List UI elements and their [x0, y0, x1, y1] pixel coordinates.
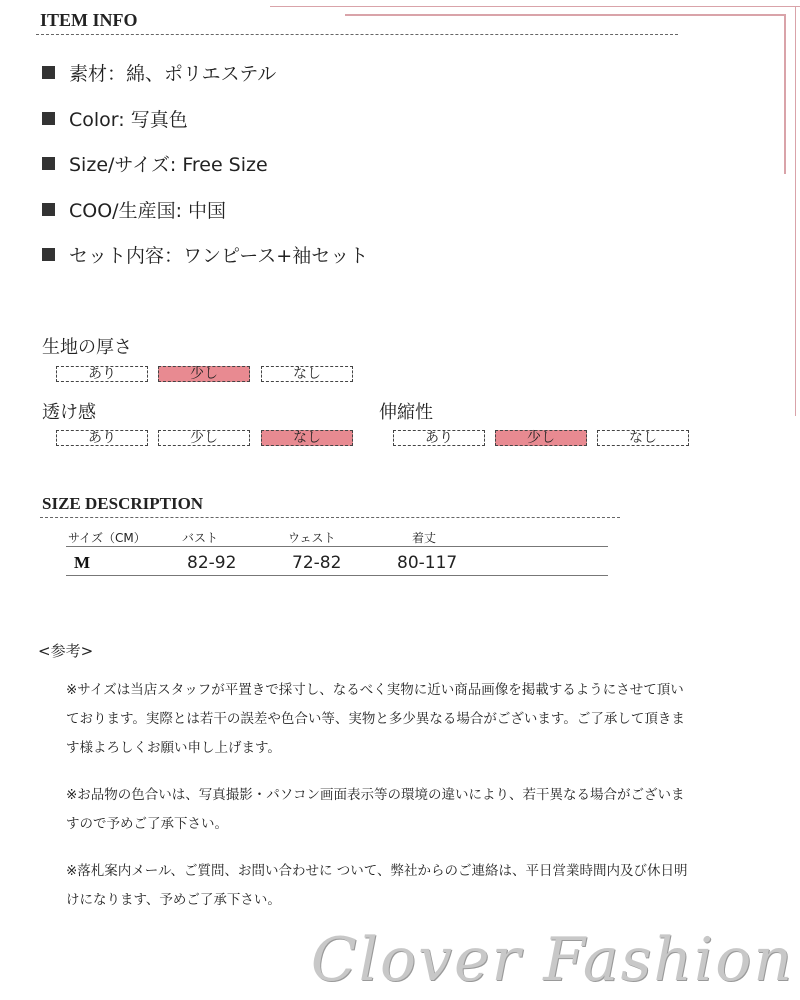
thickness-option: あり — [56, 366, 148, 382]
sheerness-option: なし — [261, 430, 353, 446]
brand-logo: Clover Fashion — [310, 925, 794, 995]
note-paragraph: ※お品物の色合いは、写真撮影・パソコン画面表示等の環境の違いにより、若干異なる場合がございますので予めご了承下さい。 — [66, 787, 685, 832]
thickness-label: 生地の厚さ — [42, 337, 132, 358]
corner-line-top-inner — [345, 14, 785, 16]
size-header-length: 着丈 — [412, 531, 437, 545]
item-info-list — [42, 50, 368, 278]
square-bullet-icon — [42, 203, 55, 216]
size-header-size: サイズ（CM） — [68, 531, 146, 545]
size-description-divider — [40, 517, 620, 518]
note-paragraph: ※落札案内メール、ご質問、お問い合わせに ついて、弊社からのご連絡は、平日営業時間内及び休日明けになります、予めご了承下さい。 — [66, 863, 688, 908]
notes-heading: <参考> — [38, 642, 94, 660]
square-bullet-icon — [42, 157, 55, 170]
square-bullet-icon — [42, 112, 55, 125]
sheerness-label: 透け感 — [42, 402, 96, 423]
item-info-text: Size/サイズ: Free Size — [69, 154, 268, 177]
note-paragraph: ※サイズは当店スタッフが平置きで採寸し、なるべく実物に近い商品画像を掲載するようにさせて頂いております。実際とは若干の誤差や色合い等、実物と多少異なる場合がございます。ご了承して頂きます様よろしくお願い申し上げます。 — [66, 682, 685, 756]
list-item — [42, 96, 368, 142]
size-header-rule — [66, 546, 608, 547]
thickness-option: なし — [261, 366, 353, 382]
stretch-option: 少し — [495, 430, 587, 446]
corner-line-right-inner — [784, 14, 786, 174]
stretch-label: 伸縮性 — [379, 402, 433, 423]
size-cell-length: 80-117 — [397, 553, 458, 573]
size-description-title: SIZE DESCRIPTION — [42, 494, 204, 513]
thickness-option: 少し — [158, 366, 250, 382]
sheerness-option: あり — [56, 430, 148, 446]
item-info-title: ITEM INFO — [40, 10, 138, 30]
size-header-bust: バスト — [182, 531, 219, 545]
size-row-rule — [66, 575, 608, 576]
list-item — [42, 232, 368, 278]
sheerness-option: 少し — [158, 430, 250, 446]
list-item — [42, 187, 368, 233]
item-info-text: セット内容：ワンピース+袖セット — [69, 245, 369, 268]
stretch-option: なし — [597, 430, 689, 446]
list-item — [42, 141, 368, 187]
corner-line-top — [270, 6, 800, 7]
item-info-text: Color: 写真色 — [69, 108, 188, 131]
size-header-waist: ウェスト — [288, 531, 336, 545]
item-info-divider — [36, 34, 678, 35]
corner-line-right — [795, 6, 796, 416]
square-bullet-icon — [42, 66, 55, 79]
square-bullet-icon — [42, 248, 55, 261]
item-info-text: 素材：綿、ポリエステル — [69, 63, 277, 86]
size-cell-bust: 82-92 — [187, 553, 237, 573]
list-item — [42, 50, 368, 96]
size-cell-size: M — [74, 553, 91, 572]
item-info-text: COO/生産国: 中国 — [69, 199, 227, 222]
stretch-option: あり — [393, 430, 485, 446]
size-cell-waist: 72-82 — [292, 553, 342, 573]
